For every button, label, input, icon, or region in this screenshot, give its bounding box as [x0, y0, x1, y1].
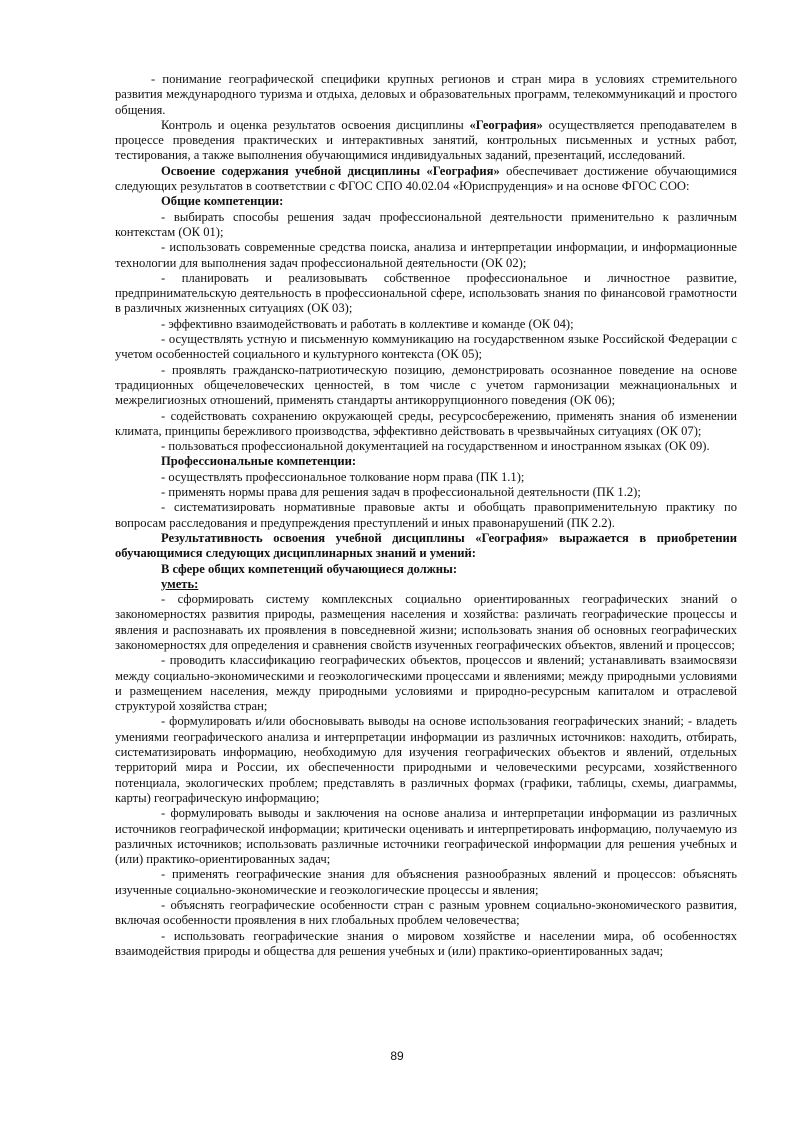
intro-paragraph: - понимание географической специфики крупных регионов и стран мира в условиях стремительного развития международного туризма и отдыха, деловых и образовательных программ, телекоммуникаций и простого общения.	[115, 72, 737, 117]
general-competencies-heading: Общие компетенции:	[161, 194, 284, 209]
assessment-paragraph	[115, 118, 737, 164]
mastery-lead: Освоение содержания учебной дисциплины «География»	[161, 163, 500, 178]
skill-item: - объяснять географические особенности стран с разным уровнем социально-экономического развития, включая особенности проявления в них глобальных проблем человечества;	[115, 898, 737, 928]
discipline-name: «География»	[469, 117, 543, 132]
document-page	[115, 72, 737, 959]
professional-competency-item: - систематизировать нормативные правовые акты и обобщать правоприменительную практику по вопросам расследования и предупреждения преступлений и иных правонарушений (ПК 2.2).	[115, 500, 737, 530]
skills-label-paragraph	[115, 577, 737, 592]
skill-item: - использовать географические знания о мировом хозяйстве и населении мира, об особенностях взаимодействия природы и общества для решения учебных и (или) практико-ориентированных задач;	[115, 928, 737, 958]
general-competency-item: - пользоваться профессиональной документацией на государственном и иностранном языках (ОК 09).	[161, 439, 710, 454]
professional-competency-item: - осуществлять профессиональное толкование норм права (ПК 1.1);	[161, 469, 525, 484]
general-competency-item: - эффективно взаимодействовать и работать в коллективе и команде (ОК 04);	[161, 316, 574, 331]
general-competency-item: - использовать современные средства поиска, анализа и интерпретации информации, и информационные технологии для выполнения задач профессиональной деятельности (ОК 02);	[115, 240, 737, 270]
general-competency-item: - планировать и реализовывать собственное профессиональное и личностное развитие, предпринимательскую деятельность в профессиональной сфере, использовать знания по финансовой грамотности в различных жизненных ситуациях (ОК 03);	[115, 270, 737, 316]
skill-item: - проводить классификацию географических объектов, процессов и явлений; устанавливать взаимосвязи между социально-экономическими и геоэкологическими процессами и явлениями; между природными условиями и размещением населения, между природными условиями и природно-ресурсным капиталом и отраслевой структурой хозяйства стран;	[115, 653, 737, 714]
skill-item: - сформировать систему комплексных социально ориентированных географических знаний о закономерностях развития природы, размещения населения и хозяйства: различать географические процессы и явления и распознавать их проявления в повседневной жизни; использовать знания об основных географических закономерностях для определения и сравнения свойств изученных географических объектов, явлений и процессов;	[115, 592, 737, 652]
results-heading: Результативность освоения учебной дисциплины «География» выражается в приобретении обучающимися следующих дисциплинарных знаний и умений:	[115, 530, 737, 561]
skills-label: уметь:	[161, 576, 199, 591]
skill-item: - формулировать и/или обосновывать выводы на основе использования географических знаний; - владеть умениями географического анализа и интерпретации информации из различных источников: находить, отбирать, систематизировать информацию, необходимую для изучения географических объектов и явлений, отдельных территорий мира и России, их обеспеченности природными и человеческими ресурсами, хозяйственного потенциала, экологических проблем; представлять в различных формах (графики, таблицы, схемы, диаграммы, карты) географическую информацию;	[115, 714, 737, 805]
professional-competency-item: - применять нормы права для решения задач в профессиональной деятельности (ПК 1.2);	[161, 485, 641, 500]
page-number: 89	[390, 1049, 404, 1063]
assessment-text-end: осуществляется преподавателем в процессе проведения практических и интерактивных занятий, контрольных письменных и устных работ, тестирования, а также выполнения обучающимися индивидуальных заданий, презентаций, исследований.	[115, 117, 737, 163]
skill-item: - формулировать выводы и заключения на основе анализа и интерпретации информации из различных источников географической информации; критически оценивать и интерпретировать информацию, получаемую из различных источников; использовать различные источники географической информации для решения учебных и (или) практико-ориентированных задач;	[115, 806, 737, 867]
skill-item: - применять географические знания для объяснения разнообразных явлений и процессов: объяснять изученные социально-экономические и геоэкологические процессы и явления;	[115, 867, 737, 897]
results-subheading: В сфере общих компетенций обучающиеся должны:	[161, 561, 458, 576]
general-competency-item: - проявлять гражданско-патриотическую позицию, демонстрировать осознанное поведение на основе традиционных общечеловеческих ценностей, в том числе с учетом гармонизации межнациональных и межрелигиозных отношений, применять стандарты антикоррупционного поведения (ОК 06);	[115, 362, 737, 408]
mastery-paragraph	[115, 164, 737, 195]
general-competency-item: - осуществлять устную и письменную коммуникацию на государственном языке Российской Федерации с учетом особенностей социального и культурного контекста (ОК 05);	[115, 332, 737, 362]
professional-competencies-heading: Профессиональные компетенции:	[161, 454, 357, 469]
general-competency-item: - содействовать сохранению окружающей среды, ресурсосбережению, применять знания об изменении климата, принципы бережливого производства, эффективно действовать в чрезвычайных ситуациях (ОК 07);	[115, 408, 737, 438]
assessment-text-start: Контроль и оценка результатов освоения дисциплины	[161, 117, 470, 132]
mastery-text: обеспечивает достижение обучающимися следующих результатов в соответствии с ФГОС СПО 40.02.04 «Юриспруденция» и на основе ФГОС СОО:	[115, 163, 737, 194]
general-competency-item: - выбирать способы решения задач профессиональной деятельности применительно к различным контекстам (ОК 01);	[115, 209, 737, 239]
